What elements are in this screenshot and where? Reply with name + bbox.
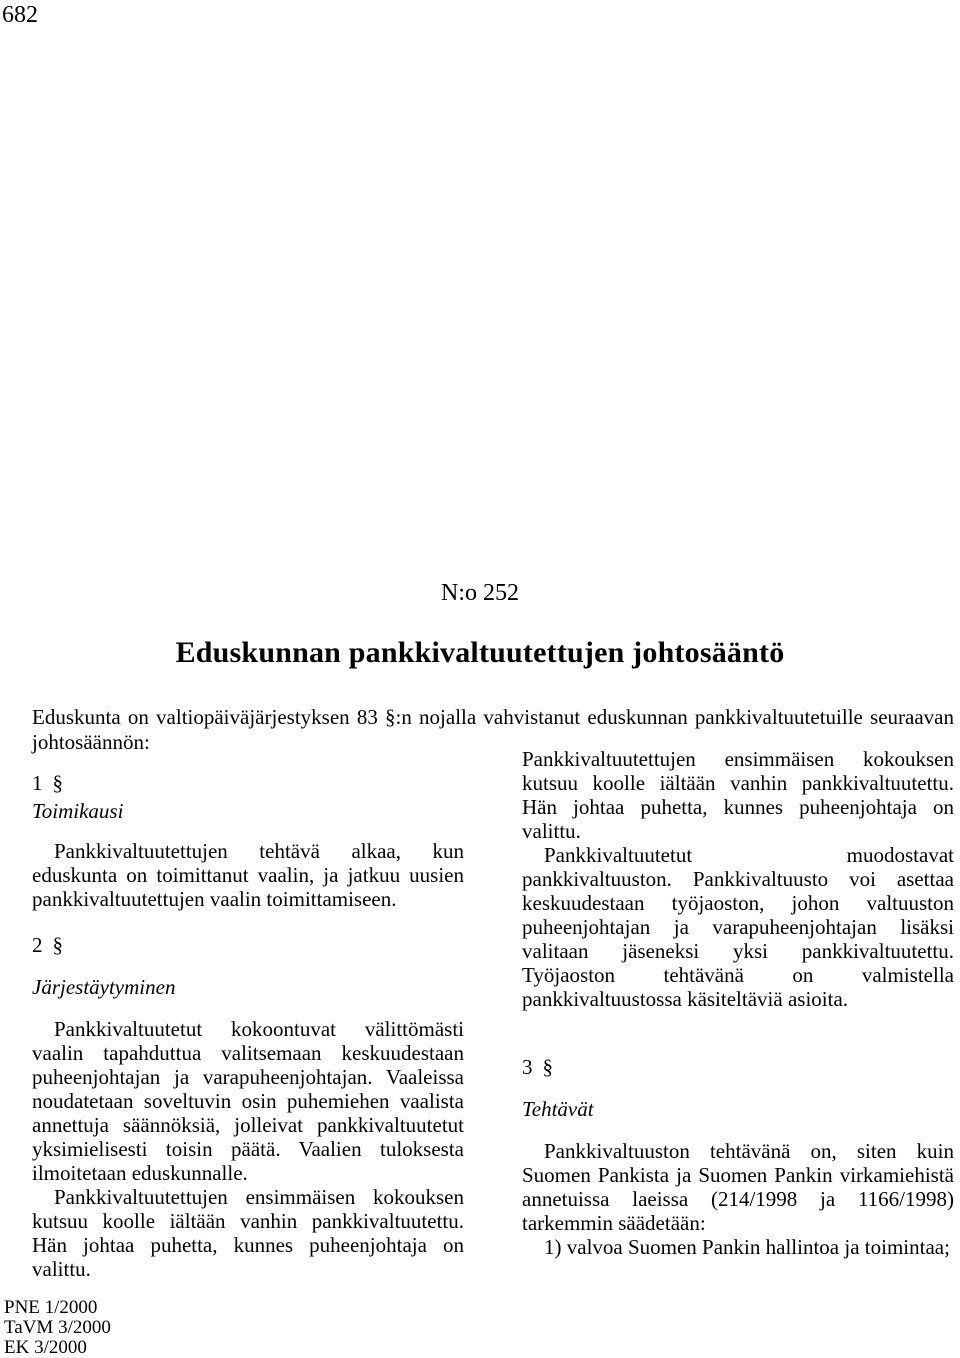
section-2-heading: Järjestäytyminen [32, 975, 176, 999]
section-3-paragraph-1: Pankkivaltuuston tehtävänä on, siten kuin Suomen Pankista ja Suomen Pankin virkamiehistä annetuissa laeissa (214/1998 ja 1166/1998) tarkemmin säädetään: [522, 1139, 954, 1235]
section-3-heading: Tehtävät [522, 1097, 594, 1121]
section-2-paragraph-3: Pankkivaltuutetut muodostavat pankkivaltuuston. Pankkivaltuusto voi asettaa keskuudestaan työjaoston, johon valtuuston puheenjohtajan ja varapuheenjohtajan lisäksi valitaan jäseneksi yksi pankkivaltuutettu. Työjaoston tehtävänä on valmistella pankkivaltuustossa käsiteltäviä asioita. [522, 843, 954, 1011]
reference-item: TaVM 3/2000 [4, 1317, 111, 1338]
preamble: Eduskunta on valtiopäiväjärjestyksen 83 §:n nojalla vahvistanut eduskunnan pankkivaltuutetuille seuraavan johtosäännön: [32, 705, 954, 754]
document-number: N:o 252 [441, 580, 519, 606]
section-1-paragraph: Pankkivaltuutettujen tehtävä alkaa, kun eduskunta on toimittanut vaalin, ja jatkuu uusien pankkivaltuutettujen vaalin toimittamiseen. [32, 839, 464, 911]
left-column [32, 771, 464, 1281]
section-1-heading: Toimikausi [32, 799, 124, 823]
reference-item: PNE 1/2000 [4, 1297, 98, 1318]
section-2-paragraph-1: Pankkivaltuutetut kokoontuvat välittömästi vaalin tapahduttua valitsemaan keskuudestaan puheenjohtajan ja varapuheenjohtajan. Vaaleissa noudatetaan soveltuvin osin puhemiehen vaalista annettuja säännöksiä, jolleivat pankkivaltuutetut yksimielisesti toisin päätä. Vaalien tuloksesta ilmoitetaan eduskunnalle. [32, 1017, 464, 1185]
section-3-number: 3 § [522, 1055, 553, 1079]
right-column [522, 747, 954, 1259]
section-3-list-item-1: 1) valvoa Suomen Pankin hallintoa ja toimintaa; [544, 1235, 950, 1259]
document-title: Eduskunnan pankkivaltuutettujen johtosääntö [175, 636, 785, 669]
section-1-number: 1 § [32, 771, 63, 795]
section-2-number: 2 § [32, 933, 63, 957]
reference-list [4, 1298, 111, 1358]
page-number: 682 [2, 2, 38, 28]
section-2-paragraph-2: Pankkivaltuutettujen ensimmäisen kokouksen kutsuu koolle iältään vanhin pankkivaltuutettu. Hän johtaa puhetta, kunnes puheenjohtaja on valittu. [32, 1185, 464, 1281]
reference-item: EK 3/2000 [4, 1337, 87, 1358]
section-2-paragraph-2-continued: Pankkivaltuutettujen ensimmäisen kokouksen kutsuu koolle iältään vanhin pankkivaltuutettu. Hän johtaa puhetta, kunnes puheenjohtaja on valittu. [522, 747, 954, 843]
